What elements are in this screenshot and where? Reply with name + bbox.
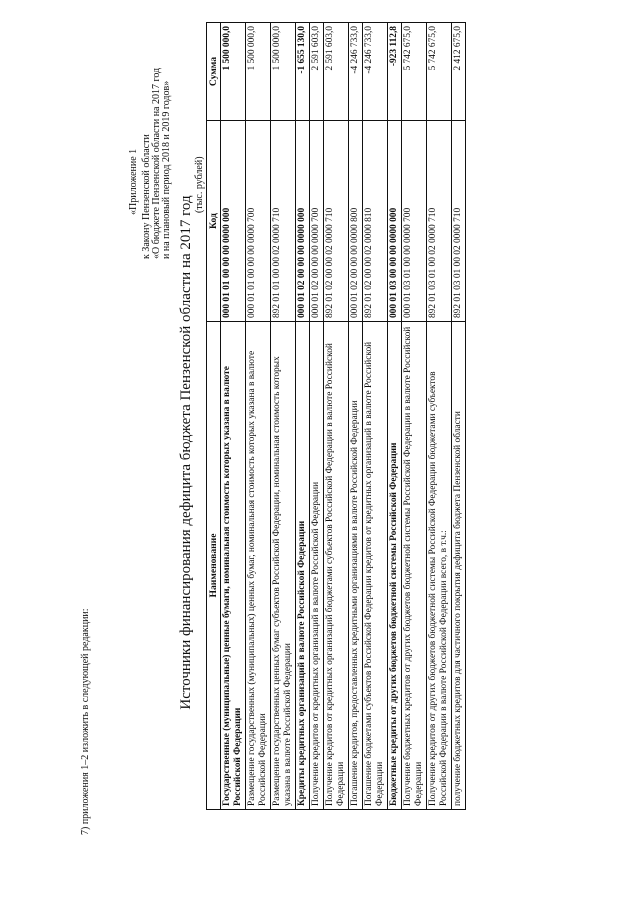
row-name-cell: Погашение бюджетами субъектов Российской Федерации кредитов от кредитных организаций в валюте Российской Федерации bbox=[363, 322, 388, 810]
row-code-cell: 892 01 03 01 00 02 0000 710 bbox=[452, 121, 466, 322]
row-name-cell: Размещение государственных ценных бумаг субъектов Российской Федерации, номинальная стоимость которых указана в валюте Российской Федерации bbox=[271, 322, 296, 810]
header-sum: Сумма bbox=[207, 23, 221, 121]
financing-table bbox=[206, 22, 466, 810]
row-sum-cell: 5 742 675,0 bbox=[402, 23, 427, 121]
table-row bbox=[349, 23, 363, 810]
table-row bbox=[324, 23, 349, 810]
row-name-cell: Получение кредитов от кредитных организаций в валюте Российской Федерации bbox=[310, 322, 324, 810]
row-code-cell: 892 01 02 00 00 02 0000 710 bbox=[324, 121, 349, 322]
annex-line: и на плановый период 2018 и 2019 годов» bbox=[161, 80, 172, 259]
row-sum-cell: -1 655 130,0 bbox=[296, 23, 310, 121]
table-row bbox=[246, 23, 271, 810]
table-header-row bbox=[207, 23, 221, 810]
table-row bbox=[296, 23, 310, 810]
intro-text: 7) приложения 1–2 изложить в следующей редакции: bbox=[80, 608, 91, 835]
row-name-cell: Государственные (муниципальные) ценные бумаги, номинальная стоимость которых указана в валюте Российской Федерации bbox=[221, 322, 246, 810]
header-name: Наименование bbox=[207, 322, 221, 810]
row-name-cell: Бюджетные кредиты от других бюджетов бюджетной системы Российской Федерации bbox=[388, 322, 402, 810]
row-code-cell: 892 01 02 00 00 02 0000 810 bbox=[363, 121, 388, 322]
row-code-cell: 000 01 02 00 00 00 0000 000 bbox=[296, 121, 310, 322]
table-row bbox=[310, 23, 324, 810]
table-row bbox=[363, 23, 388, 810]
row-code-cell: 892 01 03 01 00 02 0000 710 bbox=[427, 121, 452, 322]
table-row bbox=[402, 23, 427, 810]
annex-line: «О бюджете Пензенской области на 2017 год bbox=[151, 67, 162, 259]
row-code-cell: 000 01 02 00 00 00 0000 700 bbox=[310, 121, 324, 322]
row-name-cell: Получение кредитов от других бюджетов бюджетной системы Российской Федерации бюджетами субъектов Российской Федерации в валюте Российской Федерации всего, в т.ч.: bbox=[427, 322, 452, 810]
row-sum-cell: 5 742 675,0 bbox=[427, 23, 452, 121]
document-heading: Источники финансирования дефицита бюджета Пензенской области на 2017 год bbox=[178, 195, 194, 710]
row-name-cell: Получение бюджетных кредитов от других бюджетов бюджетной системы Российской Федерации в валюте Российской Федерации bbox=[402, 322, 427, 810]
row-sum-cell: 2 412 675,0 bbox=[452, 23, 466, 121]
row-code-cell: 000 01 03 01 00 00 0000 700 bbox=[402, 121, 427, 322]
annex-line: к Закону Пензенской области bbox=[141, 134, 152, 259]
row-sum-cell: 1 500 000,0 bbox=[246, 23, 271, 121]
table-row bbox=[427, 23, 452, 810]
row-name-cell: Погашение кредитов, предоставленных кредитными организациями в валюте Российской Федерации bbox=[349, 322, 363, 810]
table-row bbox=[271, 23, 296, 810]
row-code-cell: 000 01 01 00 00 00 0000 000 bbox=[221, 121, 246, 322]
annex-title: «Приложение 1 bbox=[128, 148, 139, 215]
table-row bbox=[452, 23, 466, 810]
row-name-cell: получение бюджетных кредитов для частичного покрытия дефицита бюджета Пензенской области bbox=[452, 322, 466, 810]
row-sum-cell: -4 246 733,0 bbox=[349, 23, 363, 121]
table-row bbox=[388, 23, 402, 810]
row-name-cell: Кредиты кредитных организаций в валюте Российской Федерации bbox=[296, 322, 310, 810]
row-code-cell: 892 01 01 00 00 02 0000 710 bbox=[271, 121, 296, 322]
row-sum-cell: 1 500 000,0 bbox=[221, 23, 246, 121]
table-row bbox=[221, 23, 246, 810]
row-name-cell: Размещение государственных (муниципальных) ценных бумаг, номинальная стоимость которых указана в валюте Российской Федерации bbox=[246, 322, 271, 810]
row-name-cell: Получение кредитов от кредитных организаций бюджетами субъектов Российской Федерации в валюте Российской Федерации bbox=[324, 322, 349, 810]
row-code-cell: 000 01 03 00 00 00 0000 000 bbox=[388, 121, 402, 322]
row-sum-cell: -4 246 733,0 bbox=[363, 23, 388, 121]
row-sum-cell: 1 500 000,0 bbox=[271, 23, 296, 121]
row-code-cell: 000 01 01 00 00 00 0000 700 bbox=[246, 121, 271, 322]
row-sum-cell: 2 591 603,0 bbox=[310, 23, 324, 121]
row-code-cell: 000 01 02 00 00 00 0000 800 bbox=[349, 121, 363, 322]
row-sum-cell: 2 591 603,0 bbox=[324, 23, 349, 121]
header-code: Код bbox=[207, 121, 221, 322]
row-sum-cell: -923 112,8 bbox=[388, 23, 402, 121]
units-label: (тыс. рублей) bbox=[194, 156, 205, 213]
